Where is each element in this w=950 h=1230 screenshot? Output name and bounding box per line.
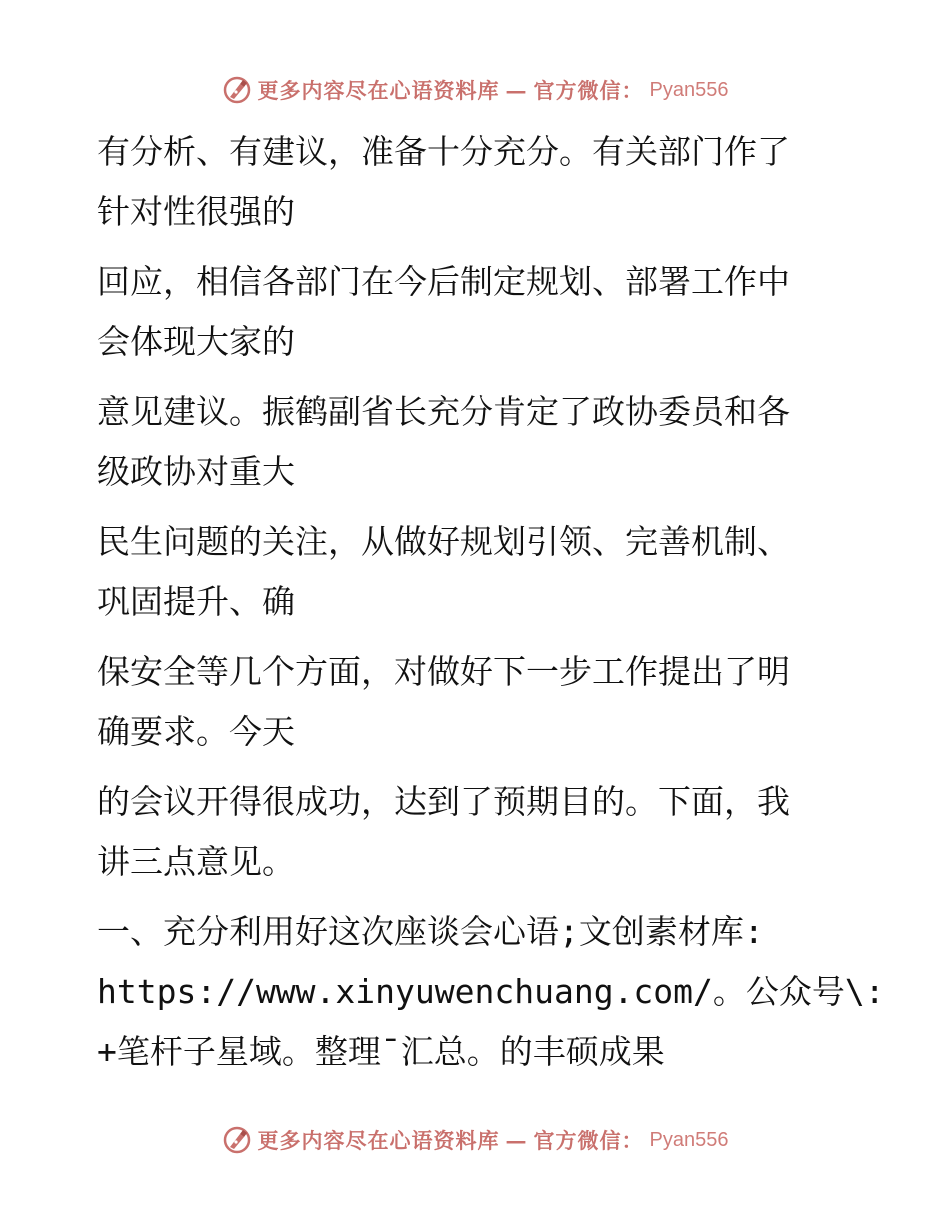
document-body <box>97 122 885 1082</box>
paragraph-4 <box>97 512 857 632</box>
paragraph-line: https://www.xinyuwenchuang.com/。公众号\: <box>97 972 885 1011</box>
paragraph-line: 回应，相信各部门在今后制定规划、部署工作中 <box>97 262 790 301</box>
paragraph-line: 的会议开得很成功，达到了预期目的。下面，我 <box>97 782 790 821</box>
paragraph-line: 有分析、有建议，准备十分充分。有关部门作了 <box>97 132 790 171</box>
paragraph-7 <box>97 902 885 1082</box>
paragraph-line: +笔杆子星域。整理¯汇总。的丰硕成果 <box>97 1032 665 1071</box>
pen-nib-logo-icon <box>222 75 252 105</box>
watermark-label: 官方微信： <box>533 1128 644 1153</box>
paragraph-3 <box>97 382 857 502</box>
paragraph-line: 民生问题的关注，从做好规划引领、完善机制、 <box>97 522 790 561</box>
paragraph-line: 确要求。今天 <box>97 712 295 751</box>
header-watermark <box>0 70 950 110</box>
paragraph-6 <box>97 772 857 892</box>
watermark-dash: — <box>505 1127 528 1153</box>
watermark-text: 更多内容尽在心语资料库 <box>257 78 500 103</box>
paragraph-line: 意见建议。振鹤副省长充分肯定了政协委员和各 <box>97 392 790 431</box>
paragraph-line: 会体现大家的 <box>97 322 295 361</box>
paragraph-line: 针对性很强的 <box>97 192 295 231</box>
watermark-dash: — <box>505 77 528 103</box>
paragraph-line: 巩固提升、确 <box>97 582 295 621</box>
paragraph-1 <box>97 122 857 242</box>
watermark-label: 官方微信： <box>533 78 644 103</box>
paragraph-line: 讲三点意见。 <box>97 842 295 881</box>
paragraph-line: 级政协对重大 <box>97 452 295 491</box>
watermark-text: 更多内容尽在心语资料库 <box>257 1128 500 1153</box>
paragraph-line: 一、充分利用好这次座谈会心语;文创素材库: <box>97 912 764 951</box>
footer-watermark <box>0 1120 950 1160</box>
watermark-account: Pyan556 <box>649 78 729 101</box>
pen-nib-logo-icon <box>222 1125 252 1155</box>
paragraph-2 <box>97 252 857 372</box>
paragraph-5 <box>97 642 857 762</box>
watermark-account: Pyan556 <box>649 1128 729 1151</box>
paragraph-line: 保安全等几个方面，对做好下一步工作提出了明 <box>97 652 790 691</box>
